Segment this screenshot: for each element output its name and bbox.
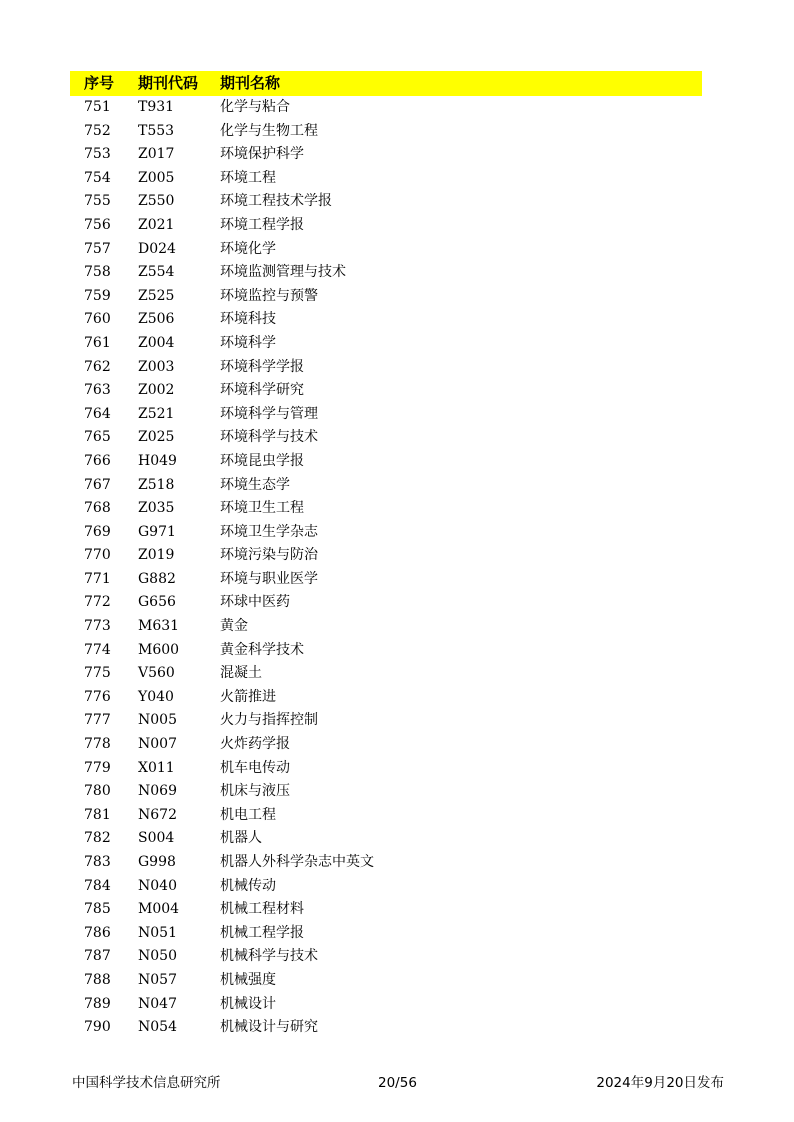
table-row (70, 120, 702, 144)
footer-page-number: 20/56 (378, 1075, 417, 1091)
table-row (70, 261, 702, 285)
row-code: Z021 (138, 216, 175, 233)
row-code: M600 (138, 641, 180, 658)
row-seq: 784 (84, 877, 111, 894)
row-seq: 766 (84, 452, 111, 469)
row-code: M004 (138, 901, 180, 918)
row-code: M631 (138, 618, 180, 635)
row-name: 混凝土 (220, 665, 262, 682)
table-row (70, 379, 702, 403)
table-row (70, 875, 702, 899)
row-seq: 790 (84, 1019, 111, 1036)
row-name: 环境污染与防治 (220, 547, 318, 564)
table-row (70, 709, 702, 733)
row-name: 环境工程技术学报 (220, 193, 332, 210)
row-code: Z525 (138, 287, 175, 304)
row-code: S004 (138, 830, 175, 847)
table-row (70, 474, 702, 498)
row-code: Z554 (138, 264, 175, 281)
row-code: G656 (138, 594, 176, 611)
row-seq: 775 (84, 665, 111, 682)
row-seq: 772 (84, 594, 111, 611)
table-row (70, 426, 702, 450)
row-seq: 776 (84, 688, 111, 705)
row-name: 环境生态学 (220, 476, 290, 493)
row-seq: 771 (84, 570, 111, 587)
row-name: 机器人 (220, 830, 262, 847)
table-row (70, 497, 702, 521)
row-name: 环境昆虫学报 (220, 452, 304, 469)
table-header-row (70, 71, 702, 96)
row-name: 环境科学 (220, 334, 276, 351)
table-row (70, 544, 702, 568)
table-row (70, 780, 702, 804)
row-code: Y040 (138, 688, 174, 705)
row-code: D024 (138, 240, 176, 257)
row-name: 环境卫生工程 (220, 500, 304, 517)
table-row (70, 403, 702, 427)
row-name: 机器人外科学杂志中英文 (220, 854, 374, 870)
row-code: Z002 (138, 382, 175, 399)
table-row (70, 285, 702, 309)
table-row (70, 945, 702, 969)
row-code: H049 (138, 452, 177, 469)
row-seq: 788 (84, 971, 111, 988)
row-code: N005 (138, 712, 177, 729)
row-seq: 789 (84, 995, 111, 1012)
table-row (70, 332, 702, 356)
table-row (70, 450, 702, 474)
page-footer (0, 1072, 794, 1094)
table-row (70, 167, 702, 191)
row-name: 机械设计 (220, 995, 276, 1012)
row-seq: 756 (84, 216, 111, 233)
row-code: N672 (138, 806, 177, 823)
row-name: 机械设计与研究 (220, 1019, 318, 1036)
row-seq: 752 (84, 122, 111, 139)
table-row (70, 733, 702, 757)
row-seq: 755 (84, 193, 111, 210)
table-row (70, 214, 702, 238)
row-seq: 763 (84, 382, 111, 399)
row-code: Z550 (138, 193, 175, 210)
row-name: 黄金科学技术 (220, 641, 304, 658)
footer-publish-date: 2024年9月20日发布 (596, 1075, 724, 1091)
row-seq: 773 (84, 618, 111, 635)
row-name: 环境监测管理与技术 (220, 264, 346, 281)
table-row (70, 993, 702, 1017)
row-seq: 787 (84, 948, 111, 965)
row-seq: 770 (84, 547, 111, 564)
row-code: N051 (138, 924, 177, 941)
row-seq: 753 (84, 146, 111, 163)
row-seq: 785 (84, 901, 111, 918)
row-name: 火力与指挥控制 (220, 712, 318, 729)
row-code: N040 (138, 877, 177, 894)
table-row (70, 96, 702, 120)
row-name: 黄金 (220, 618, 248, 635)
row-name: 机械工程学报 (220, 924, 304, 941)
row-name: 环境工程学报 (220, 216, 304, 233)
row-code: Z521 (138, 405, 175, 422)
row-code: Z005 (138, 169, 175, 186)
table-body (70, 96, 702, 1040)
row-code: G971 (138, 523, 176, 540)
table-row (70, 356, 702, 380)
table-row (70, 827, 702, 851)
row-name: 机械传动 (220, 877, 276, 894)
row-seq: 786 (84, 924, 111, 941)
row-seq: 780 (84, 783, 111, 800)
table-row (70, 851, 702, 875)
row-name: 环境工程 (220, 169, 276, 186)
row-seq: 767 (84, 476, 111, 493)
row-name: 环境科学与技术 (220, 429, 318, 446)
row-seq: 759 (84, 287, 111, 304)
header-name: 期刊名称 (220, 74, 281, 92)
row-code: X011 (138, 759, 175, 776)
row-seq: 768 (84, 500, 111, 517)
row-code: Z035 (138, 500, 175, 517)
table-row (70, 591, 702, 615)
row-seq: 769 (84, 523, 111, 540)
row-code: N054 (138, 1019, 177, 1036)
row-seq: 757 (84, 240, 111, 257)
table-row (70, 686, 702, 710)
table-row (70, 190, 702, 214)
header-seq: 序号 (84, 74, 115, 92)
row-name: 机械工程材料 (220, 901, 304, 918)
row-code: N057 (138, 971, 177, 988)
row-name: 机电工程 (220, 806, 276, 823)
table-row (70, 308, 702, 332)
row-name: 机车电传动 (220, 759, 290, 776)
row-name: 火箭推进 (220, 688, 276, 705)
row-seq: 777 (84, 712, 111, 729)
row-name: 火炸药学报 (220, 736, 290, 753)
row-code: Z019 (138, 547, 175, 564)
table-row (70, 639, 702, 663)
table-row (70, 143, 702, 167)
table-row (70, 922, 702, 946)
journal-table (70, 71, 702, 1040)
row-name: 环境与职业医学 (220, 570, 318, 587)
row-name: 环境科学研究 (220, 382, 304, 399)
row-seq: 765 (84, 429, 111, 446)
row-code: T553 (138, 122, 175, 139)
row-name: 环境科学与管理 (220, 405, 318, 422)
table-row (70, 615, 702, 639)
row-name: 环球中医药 (220, 594, 290, 611)
row-code: Z003 (138, 358, 175, 375)
table-row (70, 568, 702, 592)
row-code: Z518 (138, 476, 175, 493)
footer-institution: 中国科学技术信息研究所 (72, 1075, 221, 1091)
row-seq: 783 (84, 854, 111, 870)
header-code: 期刊代码 (138, 74, 199, 92)
table-row (70, 238, 702, 262)
row-seq: 761 (84, 334, 111, 351)
row-name: 环境卫生学杂志 (220, 523, 318, 540)
row-name: 机械强度 (220, 971, 276, 988)
row-seq: 751 (84, 99, 111, 115)
table-row (70, 1016, 702, 1040)
row-seq: 760 (84, 311, 111, 328)
row-name: 机床与液压 (220, 783, 290, 800)
row-name: 环境科学学报 (220, 358, 304, 375)
row-name: 环境化学 (220, 240, 276, 257)
row-name: 环境保护科学 (220, 146, 304, 163)
row-seq: 778 (84, 736, 111, 753)
row-code: N050 (138, 948, 177, 965)
row-seq: 758 (84, 264, 111, 281)
row-name: 环境科技 (220, 311, 276, 328)
table-row (70, 521, 702, 545)
row-name: 化学与生物工程 (220, 122, 318, 139)
row-seq: 782 (84, 830, 111, 847)
row-code: Z017 (138, 146, 175, 163)
table-row (70, 969, 702, 993)
row-seq: 781 (84, 806, 111, 823)
row-code: N007 (138, 736, 177, 753)
table-row (70, 757, 702, 781)
table-row (70, 804, 702, 828)
row-name: 机械科学与技术 (220, 948, 318, 965)
row-name: 环境监控与预警 (220, 287, 318, 304)
row-code: Z004 (138, 334, 175, 351)
row-code: Z506 (138, 311, 175, 328)
row-seq: 764 (84, 405, 111, 422)
row-code: N069 (138, 783, 177, 800)
table-row (70, 662, 702, 686)
row-code: Z025 (138, 429, 175, 446)
row-seq: 754 (84, 169, 111, 186)
table-row (70, 898, 702, 922)
row-code: V560 (138, 665, 175, 682)
row-seq: 774 (84, 641, 111, 658)
row-code: N047 (138, 995, 177, 1012)
row-seq: 762 (84, 358, 111, 375)
row-seq: 779 (84, 759, 111, 776)
row-name: 化学与粘合 (220, 99, 290, 115)
row-code: G882 (138, 570, 176, 587)
row-code: G998 (138, 854, 176, 870)
row-code: T931 (138, 99, 175, 115)
